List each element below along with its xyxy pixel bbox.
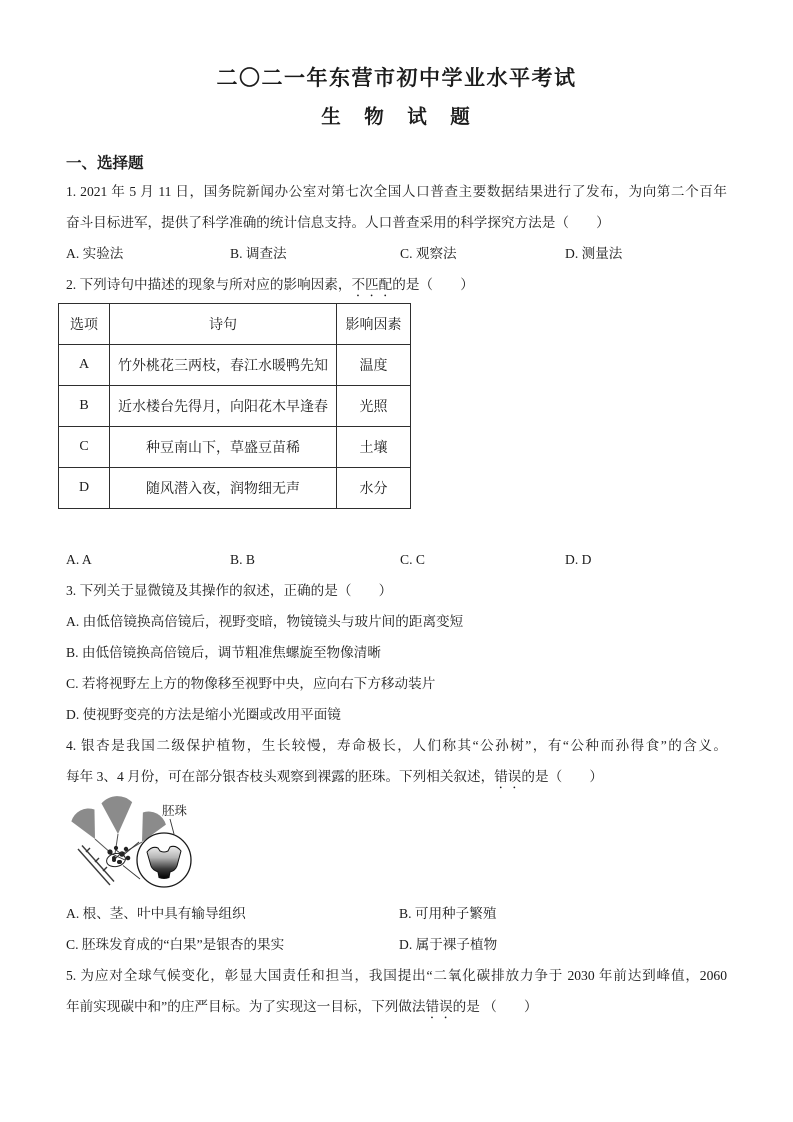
q4-options-row2 <box>66 929 727 960</box>
q4-options-row1 <box>66 898 727 929</box>
table-cell: 光照 <box>337 386 411 427</box>
exam-title: 二〇二一年东营市初中学业水平考试 <box>216 66 577 90</box>
table-cell: B <box>59 386 110 427</box>
q2-stem <box>66 269 727 300</box>
table-cell: 水分 <box>337 468 411 509</box>
q1-option-a: A. 实验法 <box>66 246 124 261</box>
table-cell: 温度 <box>337 345 411 386</box>
q2-option-c: C. C <box>400 552 425 567</box>
q2-stem-text-after: 的是（ ） <box>392 277 474 292</box>
q4-option-d: D. 属于裸子植物 <box>399 937 498 952</box>
q1-stem-line2: 奋斗目标进军，提供了科学准确的统计信息支持。人口普查采用的科学探究方法是（ ） <box>66 215 610 230</box>
q4-option-a: A. 根、茎、叶中具有输导组织 <box>66 906 246 921</box>
q2-table-header-factor: 影响因素 <box>337 304 411 345</box>
spacer <box>66 509 727 544</box>
q4-stem-text-before: 每年 3、4 月份，可在部分银杏枝头观察到裸露的胚珠。下列相关叙述， <box>66 769 495 784</box>
q3-stem: 3. 下列关于显微镜及其操作的叙述，正确的是（ ） <box>66 583 393 598</box>
q4-stem-emphasis: 错误 <box>494 769 522 784</box>
q2-table-row-c <box>59 427 411 468</box>
q1-option-d: D. 测量法 <box>565 246 623 261</box>
q2-option-d: D. D <box>565 552 592 567</box>
table-cell: 竹外桃花三两枝，春江水暖鸭先知 <box>110 345 337 386</box>
q5-stem-emphasis: 错误 <box>425 999 453 1014</box>
table-cell: 随风潜入夜，润物细无声 <box>110 468 337 509</box>
q2-option-a: A. A <box>66 552 92 567</box>
q2-table-row-d <box>59 468 411 509</box>
table-cell: 种豆南山下，草盛豆苗稀 <box>110 427 337 468</box>
q3-option-c: C. 若将视野左上方的物像移至视野中央，应向右下方移动装片 <box>66 676 436 691</box>
q3-option-a: A. 由低倍镜换高倍镜后，视野变暗，物镜镜头与玻片间的距离变短 <box>66 614 464 629</box>
q2-stem-text-before: 2. 下列诗句中描述的现象与所对应的影响因素， <box>66 277 352 292</box>
table-cell: C <box>59 427 110 468</box>
q3-option-b: B. 由低倍镜换高倍镜后，调节粗准焦螺旋至物像清晰 <box>66 645 381 660</box>
exam-subtitle: 生 物 试 题 <box>321 107 472 128</box>
q2-option-b: B. B <box>230 552 255 567</box>
q5-stem-text-after: 的是 （ ） <box>452 999 538 1014</box>
q1-options <box>66 238 727 269</box>
section-heading: 一、选择题 <box>66 155 144 172</box>
q2-table-row-b <box>59 386 411 427</box>
q5-stem-line1: 5. 为应对全球气候变化，彰显大国责任和担当，我国提出“二氧化碳排放力争于 2030 年前达到峰值，2060 <box>66 968 727 983</box>
q3-option-d: D. 使视野变亮的方法是缩小光圈或改用平面镜 <box>66 707 341 722</box>
q4-stem-line1: 4. 银杏是我国二级保护植物，生长较慢，寿命极长，人们称其“公孙树”，有“公种而孙得食”的含义。 <box>66 738 727 753</box>
q2-table-row-a <box>59 345 411 386</box>
ginkgo-illustration <box>70 792 230 898</box>
q5-stem-line2 <box>66 991 727 1022</box>
q2-options <box>66 544 727 575</box>
q4-stem-line2 <box>66 761 727 792</box>
figure-label-ovule: 胚珠 <box>162 804 188 818</box>
q2-table-header-row <box>59 304 411 345</box>
table-cell: 土壤 <box>337 427 411 468</box>
q4-option-b: B. 可用种子繁殖 <box>399 906 497 921</box>
q2-stem-emphasis: 不匹配 <box>351 277 393 292</box>
table-cell: D <box>59 468 110 509</box>
table-cell: A <box>59 345 110 386</box>
q2-table-header-verse: 诗句 <box>110 304 337 345</box>
q2-table-header-option: 选项 <box>59 304 110 345</box>
q1-stem-line1: 1. 2021 年 5 月 11 日，国务院新闻办公室对第七次全国人口普查主要数据结果进行了发布，为向第二个百年 <box>66 184 727 199</box>
q2-table <box>58 303 411 509</box>
q4-stem-text-after: 的是（ ） <box>521 769 603 784</box>
q5-stem-text-before: 年前实现碳中和”的庄严目标。为了实现这一目标，下列做法 <box>66 999 426 1014</box>
q1-option-c: C. 观察法 <box>400 246 457 261</box>
table-cell: 近水楼台先得月，向阳花木早逢春 <box>110 386 337 427</box>
label-leader-line <box>170 819 174 834</box>
q1-option-b: B. 调查法 <box>230 246 287 261</box>
ginkgo-figure <box>66 792 727 898</box>
q4-option-c: C. 胚珠发育成的“白果”是银杏的果实 <box>66 937 285 952</box>
